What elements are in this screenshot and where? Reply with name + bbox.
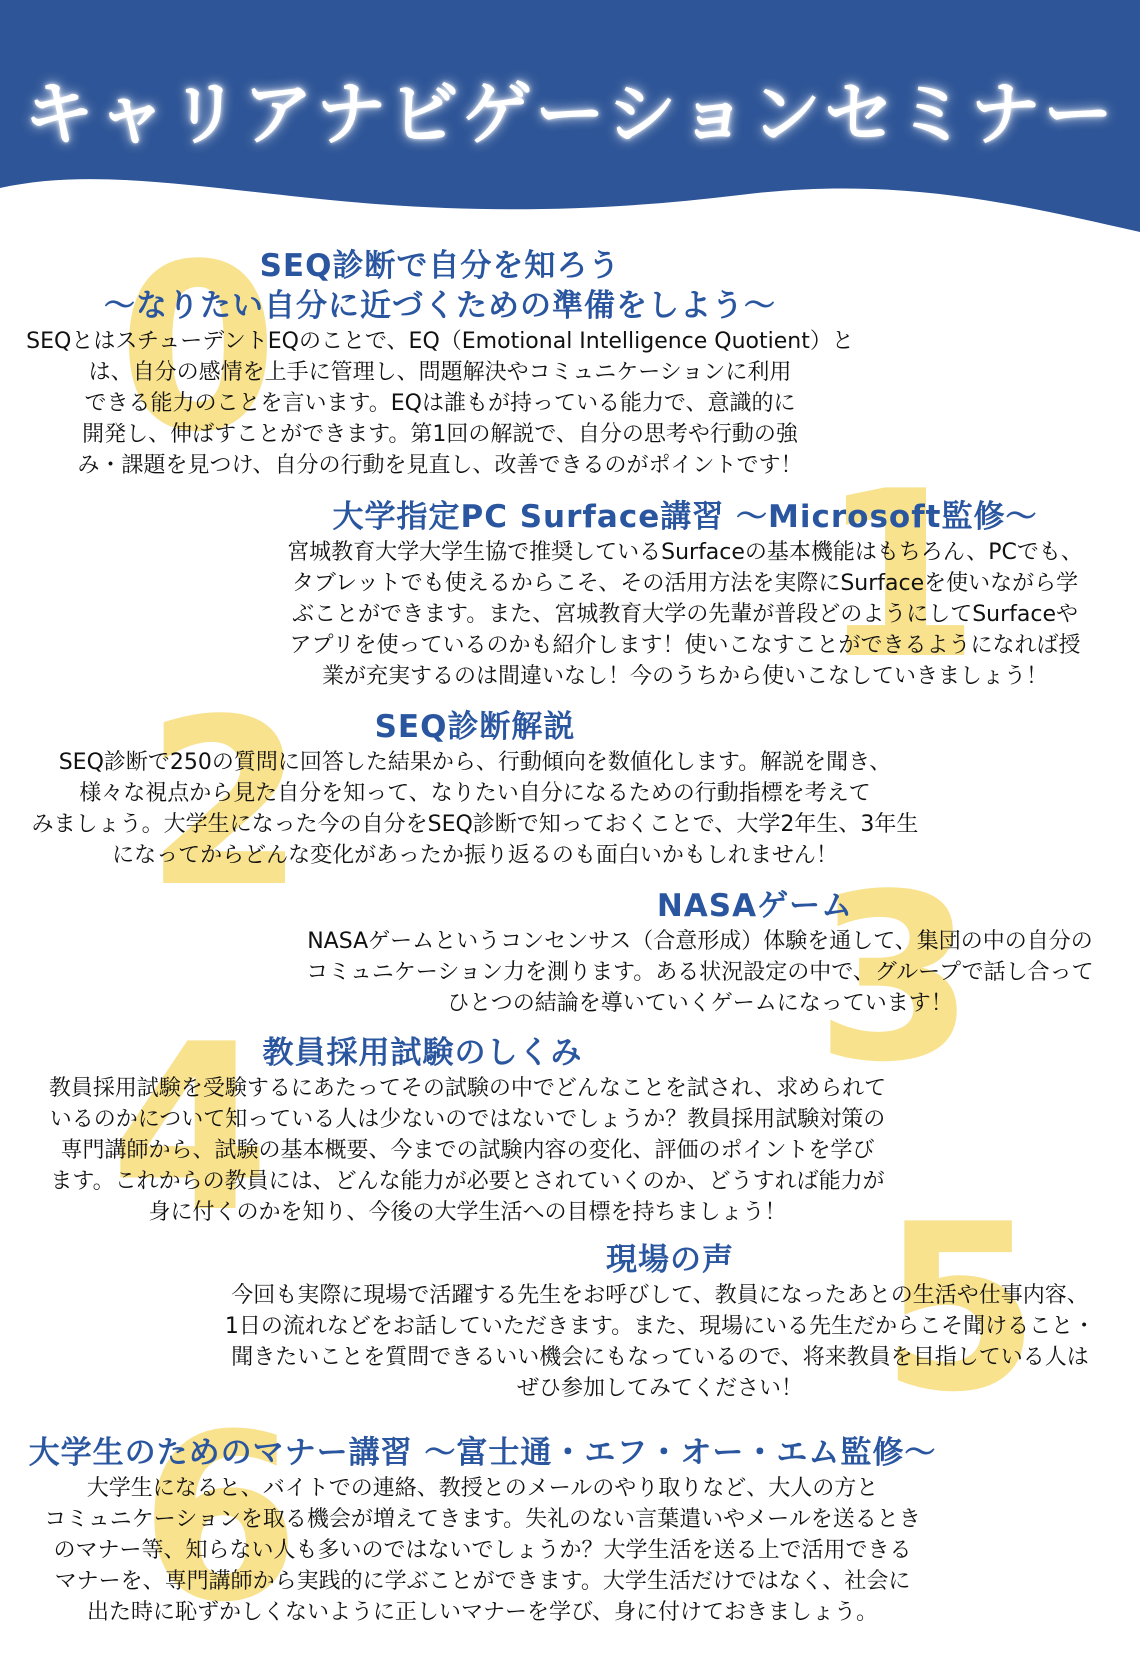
body-line: は、自分の感情を上手に管理し、問題解決やコミュニケーションに利用 bbox=[88, 360, 792, 385]
body-line: SEQとはスチューデントEQのことで、EQ（Emotional Intelligence Quotient）と bbox=[26, 329, 854, 354]
section-title bbox=[15, 1433, 950, 1473]
section-title bbox=[5, 1033, 930, 1073]
title-line: ～なりたい自分に近づくための準備をしよう～ bbox=[104, 288, 776, 324]
body-line: SEQ診断で250の質問に回答した結果から、行動傾向を数値化します。解説を聞き、 bbox=[58, 750, 892, 775]
background-number-1: 1 bbox=[820, 443, 981, 710]
section-seq-intro bbox=[20, 246, 860, 481]
section-title bbox=[10, 707, 940, 747]
body-line: ます。これからの教員には、どんな能力が必要とされていくのか、どうすれば能力が bbox=[50, 1169, 885, 1194]
title-line: NASAゲーム bbox=[656, 888, 854, 924]
background-number-6: 6 bbox=[140, 1386, 301, 1653]
section-seq-explanation bbox=[10, 707, 940, 871]
title-line: SEQ診断解説 bbox=[374, 709, 576, 745]
body-line: みましょう。大学生になった今の自分をSEQ診断で知っておくことで、大学2年生、3年生 bbox=[31, 812, 919, 837]
body-line: ぜひ参加してみてください！ bbox=[516, 1376, 803, 1401]
section-body bbox=[15, 1473, 950, 1628]
body-line: アプリを使っているのかも紹介します！使いこなすことができるようになれば授 bbox=[289, 633, 1081, 658]
title-line: 現場の声 bbox=[606, 1242, 734, 1278]
body-line: コミュニケーションを取る機会が増えてきます。失礼のない言葉遣いやメールを送るとき bbox=[44, 1507, 921, 1532]
body-line: 1日の流れなどをお話していただきます。また、現場にいる先生だからこそ聞けること・ bbox=[224, 1314, 1096, 1339]
section-body bbox=[5, 1073, 930, 1228]
section-title bbox=[240, 497, 1130, 537]
body-line: 大学生になると、バイトでの連絡、教授とのメールのやり取りなど、大人の方と bbox=[86, 1476, 879, 1501]
title-line: SEQ診断で自分を知ろう bbox=[259, 248, 621, 284]
body-line: になってからどんな変化があったか振り返るのも面白いかもしれません！ bbox=[112, 843, 838, 868]
body-line: 聞きたいことを質問できるいい機会にもなっているので、将来教員を目指している人は bbox=[231, 1345, 1089, 1370]
section-field-voice bbox=[185, 1240, 1135, 1404]
section-nasa-game bbox=[270, 886, 1130, 1019]
body-line: 専門講師から、試験の基本概要、今までの試験内容の変化、評価のポイントを学び bbox=[60, 1138, 875, 1163]
body-line: 教員採用試験を受験するにあたってその試験の中でどんなことを試され、求められて bbox=[48, 1076, 887, 1101]
body-line: ひとつの結論を導いていくゲームになっています！ bbox=[447, 991, 953, 1016]
background-number-5: 5 bbox=[880, 1176, 1041, 1443]
title-line: 大学生のためのマナー講習 ～富士通・エフ・オー・エム監修～ bbox=[28, 1435, 937, 1471]
section-body bbox=[10, 747, 940, 871]
body-line: み・課題を見つけ、自分の行動を見直し、改善できるのがポイントです！ bbox=[77, 453, 803, 478]
section-title bbox=[20, 246, 860, 326]
body-line: 業が充実するのは間違いなし！今のうちから使いこなしていきましょう！ bbox=[321, 664, 1048, 689]
section-surface bbox=[240, 497, 1130, 692]
body-line: ぶことができます。また、宮城教育大学の先輩が普段どのようにしてSurfaceや bbox=[291, 602, 1079, 627]
body-line: 開発し、伸ばすことができます。第1回の解説で、自分の思考や行動の強 bbox=[82, 422, 798, 447]
body-line: コミュニケーション力を測ります。ある状況設定の中で、グループで話し合って bbox=[306, 960, 1094, 985]
background-number-4: 4 bbox=[110, 996, 271, 1263]
body-line: 宮城教育大学大学生協で推奨しているSurfaceの基本機能はもちろん、PCでも、 bbox=[287, 540, 1083, 565]
body-line: いるのかについて知っている人は少ないのではないでしょうか？教員採用試験対策の bbox=[49, 1107, 886, 1132]
section-title bbox=[185, 1240, 1135, 1280]
body-line: のマナー等、知らない人も多いのではないでしょうか？大学生活を送る上で活用できる bbox=[53, 1538, 912, 1563]
background-number-2: 2 bbox=[145, 671, 306, 938]
section-title bbox=[270, 886, 1130, 926]
section-teacher-exam bbox=[5, 1033, 930, 1228]
section-body bbox=[185, 1280, 1135, 1404]
title-line: 大学指定PC Surface講習 ～Microsoft監修～ bbox=[332, 499, 1038, 535]
page-title: キャリアナビゲーションセミナー bbox=[23, 73, 1117, 155]
body-line: 身に付くのかを知り、今後の大学生活への目標を持ちましょう！ bbox=[148, 1200, 787, 1225]
section-body bbox=[270, 926, 1130, 1019]
body-line: 様々な視点から見た自分を知って、なりたい自分になるための行動指標を考えて bbox=[79, 781, 871, 806]
body-line: タブレットでも使えるからこそ、その活用方法を実際にSurfaceを使いながら学 bbox=[291, 571, 1079, 596]
background-number-3: 3 bbox=[815, 846, 976, 1113]
body-line: マナーを、専門講師から実践的に学ぶことができます。大学生活だけではなく、社会に bbox=[54, 1569, 911, 1594]
body-line: NASAゲームというコンセンサス（合意形成）体験を通して、集団の中の自分の bbox=[307, 929, 1093, 954]
title-line: 教員採用試験のしくみ bbox=[262, 1035, 583, 1071]
header-banner bbox=[0, 0, 1140, 240]
background-number-0: 0 bbox=[118, 216, 279, 483]
section-body bbox=[20, 326, 860, 481]
section-manners bbox=[15, 1433, 950, 1628]
section-body bbox=[240, 537, 1130, 692]
body-line: 今回も実際に現場で活躍する先生をお呼びして、教員になったあとの生活や仕事内容、 bbox=[231, 1283, 1089, 1308]
body-line: 出た時に恥ずかしくないように正しいマナーを学び、身に付けておきましょう。 bbox=[86, 1600, 879, 1625]
body-line: できる能力のことを言います。EQは誰もが持っている能力で、意識的に bbox=[84, 391, 796, 416]
